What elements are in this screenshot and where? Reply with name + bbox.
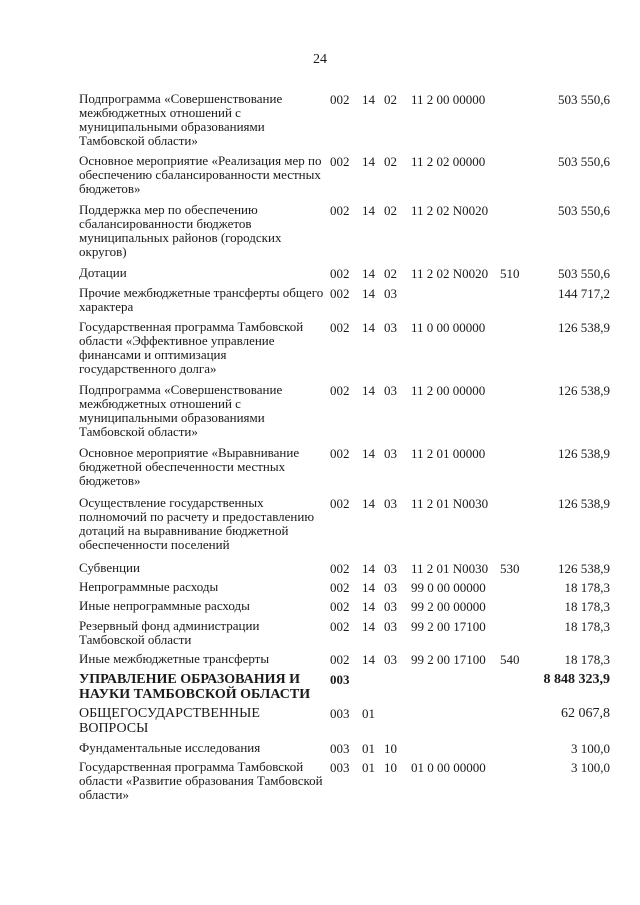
row-csr: 11 2 00 00000 [411, 383, 486, 398]
row-rz: 14 [362, 266, 375, 281]
row-adm: 002 [330, 154, 350, 169]
row-sum: 503 550,6 [558, 92, 610, 107]
row-adm: 002 [330, 320, 350, 335]
row-name: Иные межбюджетные трансферты [79, 651, 270, 666]
row-csr: 11 2 02 N0020 [411, 203, 489, 218]
row-rz: 14 [362, 561, 375, 576]
row-sum: 126 538,9 [558, 496, 610, 511]
row-csr: 99 0 00 00000 [411, 580, 486, 595]
row-pr: 10 [384, 741, 397, 756]
row-sum: 503 550,6 [558, 266, 610, 281]
row-csr: 11 2 01 N0030 [411, 561, 489, 576]
row-sum: 62 067,8 [561, 706, 610, 721]
row-name: Подпрограмма «Совершенствование межбюджетных отношений с муниципальными образованиями Тамбовской области» [79, 382, 283, 439]
row-name: Основное мероприятие «Выравнивание бюджетной обеспеченности местных бюджетов» [79, 445, 300, 488]
row-adm: 002 [330, 652, 350, 667]
row-rz: 14 [362, 203, 375, 218]
row-adm: 002 [330, 203, 350, 218]
row-sum: 126 538,9 [558, 383, 610, 398]
row-pr: 02 [384, 92, 397, 107]
row-csr: 99 2 00 17100 [411, 652, 486, 667]
row-adm: 002 [330, 580, 350, 595]
row-pr: 03 [384, 599, 397, 614]
row-rz: 14 [362, 619, 375, 634]
row-sum: 503 550,6 [558, 203, 610, 218]
row-pr: 10 [384, 760, 397, 775]
row-adm: 002 [330, 286, 350, 301]
row-rz: 14 [362, 580, 375, 595]
row-sum: 3 100,0 [571, 760, 610, 775]
row-sum: 18 178,3 [564, 599, 610, 614]
row-pr: 03 [384, 580, 397, 595]
row-csr: 11 2 02 00000 [411, 154, 486, 169]
row-csr: 11 2 01 00000 [411, 446, 486, 461]
row-csr: 11 2 00 00000 [411, 92, 486, 107]
row-adm: 003 [330, 672, 350, 687]
row-name: Непрограммные расходы [79, 579, 219, 594]
row-name: УПРАВЛЕНИЕ ОБРАЗОВАНИЯ И НАУКИ ТАМБОВСКОЙ ОБЛАСТИ [79, 672, 311, 702]
row-csr: 01 0 00 00000 [411, 760, 486, 775]
row-name: Фундаментальные исследования [79, 740, 261, 755]
row-sum: 126 538,9 [558, 446, 610, 461]
row-rz: 14 [362, 652, 375, 667]
row-adm: 003 [330, 706, 350, 721]
row-adm: 002 [330, 383, 350, 398]
row-rz: 01 [362, 741, 375, 756]
row-pr: 03 [384, 496, 397, 511]
row-rz: 14 [362, 599, 375, 614]
row-adm: 002 [330, 619, 350, 634]
row-rz: 14 [362, 320, 375, 335]
row-rz: 14 [362, 92, 375, 107]
row-name: Осуществление государственных полномочий по расчету и предоставлению дотаций на выравнивание бюджетной обеспеченности поселений [79, 495, 315, 552]
row-name: Государственная программа Тамбовской области «Эффективное управление финансами и оптимизация государственного долга» [79, 319, 304, 376]
row-adm: 003 [330, 741, 350, 756]
row-vr: 540 [500, 652, 520, 667]
row-adm: 002 [330, 446, 350, 461]
row-adm: 002 [330, 496, 350, 511]
row-csr: 11 0 00 00000 [411, 320, 486, 335]
row-pr: 03 [384, 619, 397, 634]
row-csr: 11 2 01 N0030 [411, 496, 489, 511]
row-sum: 3 100,0 [571, 741, 610, 756]
row-adm: 002 [330, 266, 350, 281]
row-rz: 14 [362, 154, 375, 169]
row-pr: 02 [384, 266, 397, 281]
row-adm: 002 [330, 599, 350, 614]
row-rz: 14 [362, 446, 375, 461]
row-pr: 03 [384, 561, 397, 576]
row-name: Государственная программа Тамбовской области «Развитие образования Тамбовской области» [79, 759, 323, 802]
row-pr: 03 [384, 320, 397, 335]
row-sum: 18 178,3 [564, 652, 610, 667]
row-pr: 02 [384, 203, 397, 218]
row-adm: 003 [330, 760, 350, 775]
row-name: Дотации [79, 265, 127, 280]
row-sum: 503 550,6 [558, 154, 610, 169]
row-adm: 002 [330, 561, 350, 576]
row-name: Прочие межбюджетные трансферты общего характера [79, 285, 324, 314]
row-sum: 144 717,2 [558, 286, 610, 301]
row-sum: 8 848 323,9 [543, 672, 610, 687]
row-rz: 14 [362, 383, 375, 398]
row-pr: 02 [384, 154, 397, 169]
row-rz: 14 [362, 496, 375, 511]
row-rz: 01 [362, 760, 375, 775]
row-vr: 510 [500, 266, 520, 281]
row-csr: 99 2 00 00000 [411, 599, 486, 614]
row-pr: 03 [384, 286, 397, 301]
row-vr: 530 [500, 561, 520, 576]
row-name: Резервный фонд администрации Тамбовской области [79, 618, 260, 647]
row-pr: 03 [384, 652, 397, 667]
row-sum: 126 538,9 [558, 320, 610, 335]
row-name: ОБЩЕГОСУДАРСТВЕННЫЕ ВОПРОСЫ [79, 706, 260, 736]
row-name: Иные непрограммные расходы [79, 598, 250, 613]
row-name: Поддержка мер по обеспечению сбалансированности бюджетов муниципальных районов (городских округов) [79, 202, 282, 259]
row-name: Субвенции [79, 560, 140, 575]
row-rz: 14 [362, 286, 375, 301]
row-sum: 126 538,9 [558, 561, 610, 576]
row-rz: 01 [362, 706, 375, 721]
row-adm: 002 [330, 92, 350, 107]
row-csr: 99 2 00 17100 [411, 619, 486, 634]
row-name: Подпрограмма «Совершенствование межбюджетных отношений с муниципальными образованиями Тамбовской области» [79, 91, 283, 148]
row-csr: 11 2 02 N0020 [411, 266, 489, 281]
row-pr: 03 [384, 446, 397, 461]
row-sum: 18 178,3 [564, 619, 610, 634]
row-pr: 03 [384, 383, 397, 398]
row-name: Основное мероприятие «Реализация мер по обеспечению сбалансированности местных бюджетов» [79, 153, 322, 196]
page-number: 24 [313, 52, 327, 67]
row-sum: 18 178,3 [564, 580, 610, 595]
